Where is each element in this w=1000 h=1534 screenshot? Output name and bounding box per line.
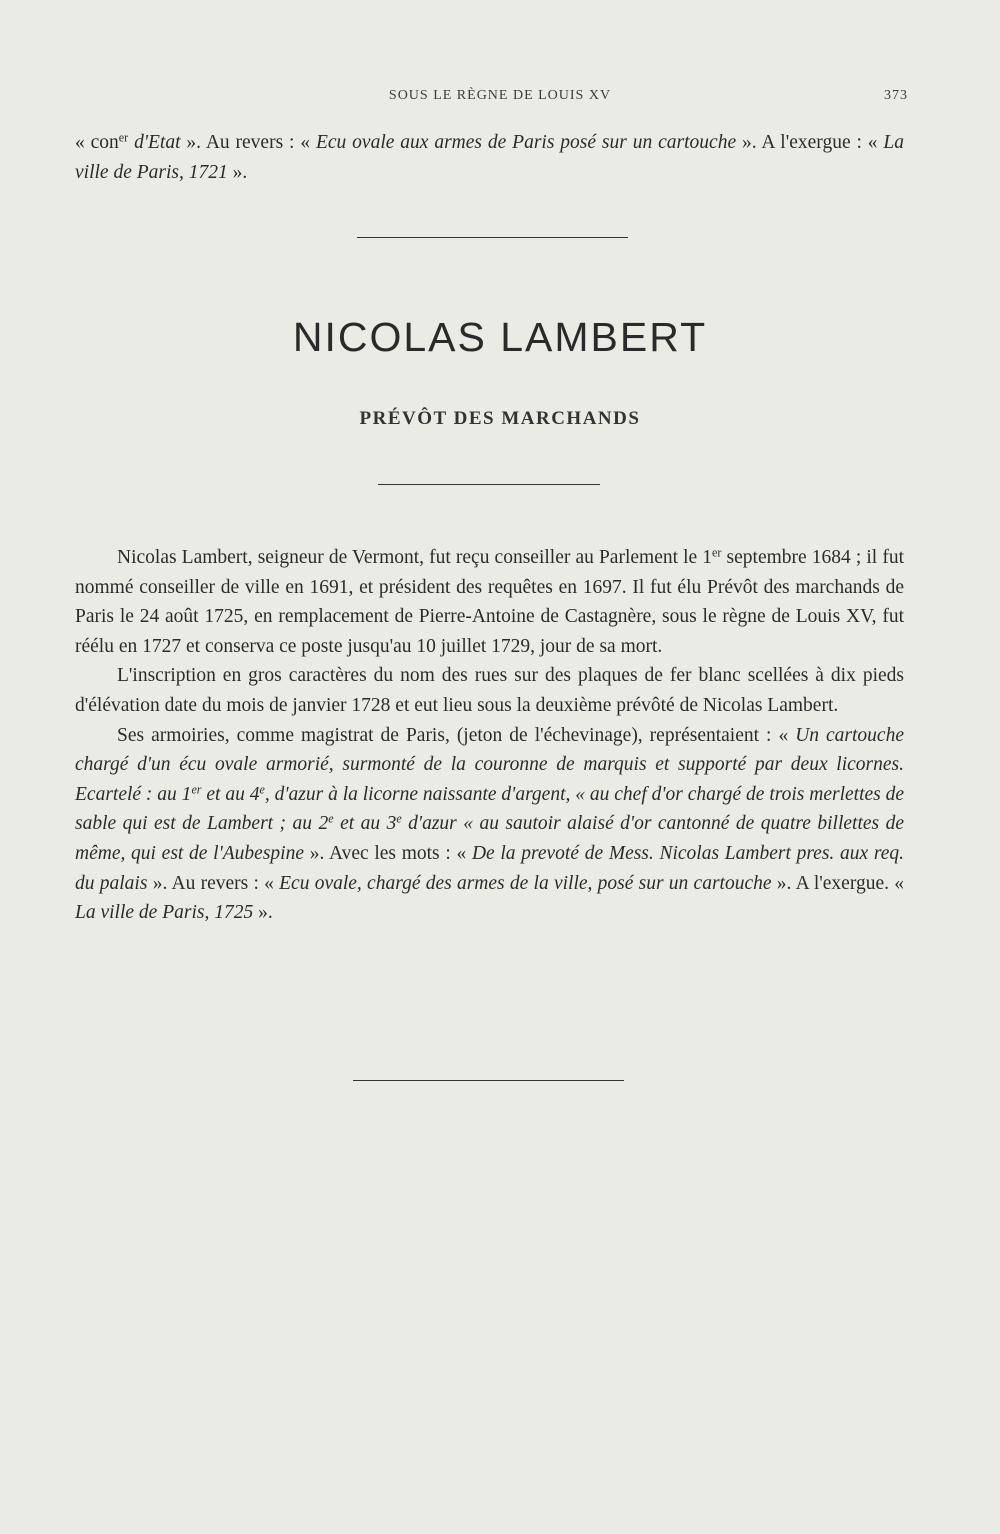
section-divider-bottom	[353, 1080, 624, 1081]
paragraph-street-signs: L'inscription en gros caractères du nom des rues sur des plaques de fer blanc scellées à dix pieds d'élévation date du mois de janvier 1728 et eut lieu sous la deuxième prévôté de Nicolas Lambert.	[75, 665, 904, 716]
chapter-subtitle: PRÉVÔT DES MARCHANDS	[359, 408, 641, 429]
subtitle-divider	[378, 484, 600, 485]
running-title: SOUS LE RÈGNE DE LOUIS XV	[388, 88, 612, 103]
section-divider-top	[357, 237, 628, 238]
chapter-title: NICOLAS LAMBERT	[292, 314, 708, 360]
paragraph-armorial: Ses armoiries, comme magistrat de Paris, (jeton de l'échevinage), représentaient : « Un cartouche chargé d'un écu ovale armorié, surmonté de la couronne de marquis et supporté par deux licornes. Ecartelé : au 1er et au 4e, d'azur à la licorne naissante d'argent, « au chef d'or chargé de trois merlettes de sable qui est de Lambert ; au 2e et au 3e d'azur « au sautoir alaisé d'or cantonné de quatre billettes de même, qui est de l'Aubespine ». Avec les mots : « De la prevoté de Mess. Nicolas Lambert pres. aux req. du palais ». Au revers : « Ecu ovale, chargé des armes de la ville, posé sur un cartouche ». A l'exergue. « La ville de Paris, 1725 ».	[75, 724, 905, 924]
body-text	[75, 543, 904, 928]
carryover-paragraph	[75, 128, 904, 187]
page-number: 373	[884, 88, 908, 103]
paragraph-biography: Nicolas Lambert, seigneur de Vermont, fut reçu conseiller au Parlement le 1er septembre 1684 ; il fut nommé conseiller de ville en 1691, et président des requêtes en 1697. Il fut élu Prévôt des marchands de Paris le 24 août 1725, en remplacement de Pierre-Antoine de Castagnère, sous le règne de Louis XV, fut réélu en 1727 et conserva ce poste jusqu'au 10 juillet 1729, jour de sa mort.	[75, 545, 904, 657]
carryover-text: « con$^{er}$ d'Etat ». Au revers : « Ecu ovale aux armes de Paris posé sur un cartouche ». A l'exergue : « La ville de Paris, 1721 ».	[75, 130, 905, 183]
